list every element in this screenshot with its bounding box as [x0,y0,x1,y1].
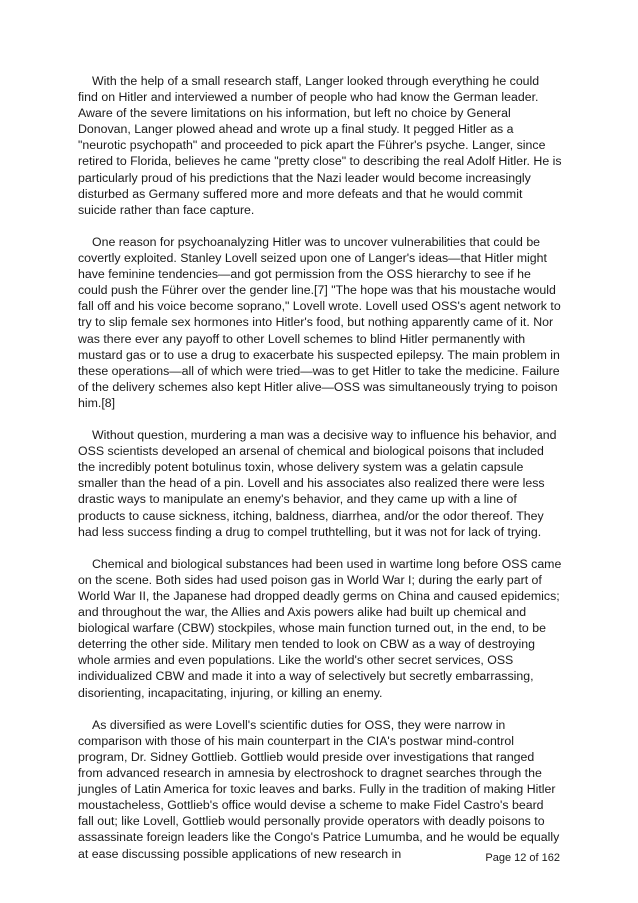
paragraph-5: As diversified as were Lovell's scientific duties for OSS, they were narrow in comparison with those of his main counterpart in the CIA's postwar mind-control program, Dr. Sidney Gottlieb. Gottlieb would preside over investigations that ranged from advanced research in amnesia by electroshock to dragnet searches through the jungles of Latin America for toxic leaves and barks. Fully in the tradition of making Hitler moustacheless, Gottlieb's office would devise a scheme to make Fidel Castro's beard fall out; like Lovell, Gottlieb would personally provide operators with deadly poisons to assassinate foreign leaders like the Congo's Patrice Lumumba, and he would be equally at ease discussing possible applications of new research in [78,717,560,861]
page-number: Page 12 of 162 [485,852,560,864]
body-text [78,73,562,878]
paragraph-1: With the help of a small research staff, Langer looked through everything he could find on Hitler and interviewed a number of people who had know the German leader. Aware of the severe limitations on his information, but left no choice by General Donovan, Langer plowed ahead and wrote up a final study. It pegged Hitler as a "neurotic psychopath" and proceeded to pick apart the Führer's psyche. Langer, since retired to Florida, believes he came "pretty close" to describing the real Adolf Hitler. He is particularly proud of his predictions that the Nazi leader would become increasingly disturbed as Germany suffered more and more defeats and that he would commit suicide rather than face capture. [78,74,562,217]
paragraph-3: Without question, murdering a man was a decisive way to influence his behavior, and OSS scientists developed an arsenal of chemical and biological poisons that included the incredibly potent botulinus toxin, whose delivery system was a gelatin capsule smaller than the head of a pin. Lovell and his associates also realized there were less drastic ways to manipulate an enemy's behavior, and they came up with a line of products to cause sickness, itching, baldness, diarrhea, and/or the odor thereof. They had less success finding a drug to compel truthtelling, but it was not for lack of trying. [78,428,557,539]
paragraph-4: Chemical and biological substances had been used in wartime long before OSS came on the scene. Both sides had used poison gas in World War I; during the early part of World War II, the Japanese had dropped deadly germs on China and caused epidemics; and throughout the war, the Allies and Axis powers alike had built up chemical and biological warfare (CBW) stockpiles, whose main function turned out, in the end, to be deterring the other side. Military men tended to look on CBW as a way of destroying whole armies and even populations. Like the world's other secret services, OSS individualized CBW and made it into a way of selectively but secretly embarrassing, disorienting, incapacitating, injuring, or killing an enemy. [78,556,562,700]
paragraph-2: One reason for psychoanalyzing Hitler was to uncover vulnerabilities that could be covertly exploited. Stanley Lovell seized upon one of Langer's ideas—that Hitler might have feminine tendencies—and got permission from the OSS hierarchy to see if he could push the Führer over the gender line.[7] "The hope was that his moustache would fall off and his voice become soprano," Lovell wrote. Lovell used OSS's agent network to try to slip female sex hormones into Hitler's food, but nothing apparently came of it. Nor was there ever any payoff to other Lovell schemes to blind Hitler permanently with mustard gas or to use a drug to exacerbate his suspected epilepsy. The main problem in these operations—all of which were tried—was to get Hitler to take the medicine. Failure of the delivery schemes also kept Hitler alive—OSS was simultaneously trying to poison him.[8] [78,234,561,410]
